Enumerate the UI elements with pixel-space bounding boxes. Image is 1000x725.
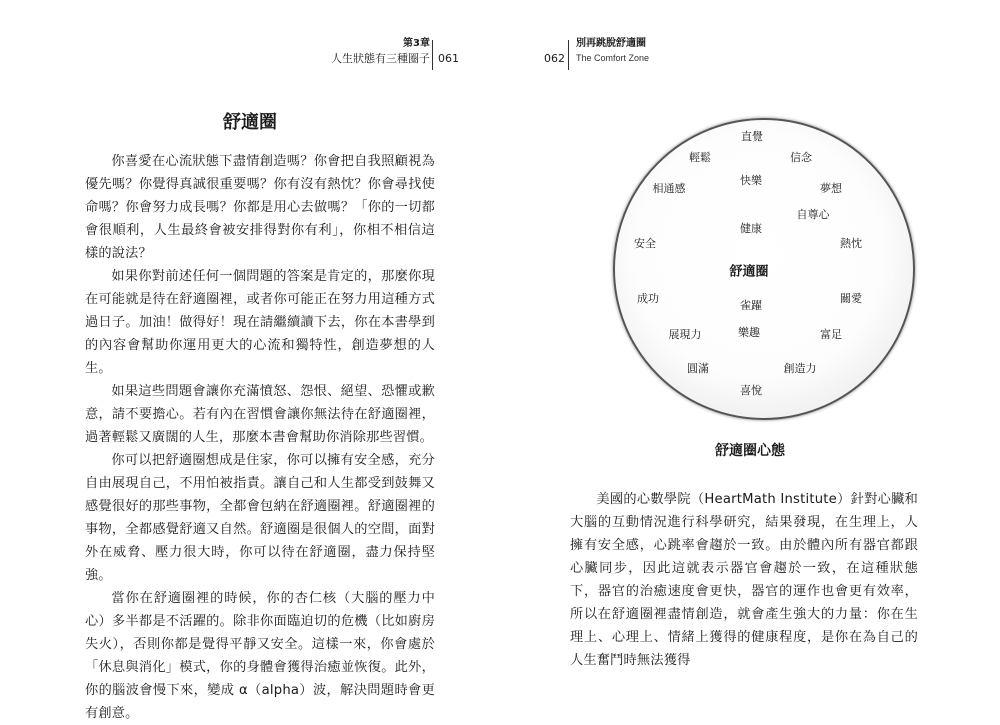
diagram-word: 相通感: [652, 182, 686, 195]
left-page: [0, 0, 500, 721]
comfort-zone-circle: [613, 118, 915, 420]
header-divider-left: [432, 40, 433, 70]
header-divider-right: [568, 40, 569, 70]
diagram-word: 健康: [740, 222, 762, 235]
diagram-word: 創造力: [783, 362, 817, 375]
diagram-word: 展現力: [668, 328, 702, 341]
diagram-word: 信念: [790, 151, 812, 164]
diagram-word: 成功: [637, 292, 659, 305]
running-header-right: [576, 36, 649, 66]
page-number-right: 062: [544, 52, 565, 65]
paragraph: 美國的心數學院（HeartMath Institute）針對心臟和大腦的互動情況進行科學研究，結果發現，在生理上，人擁有安全感，心跳率會趨於一致。由於體內所有器官都跟心臟同步，因此這就表示器官會趨於一致，在這種狀態下，器官的治癒速度會更快，器官的運作也會更有效率，所以在舒適圈裡盡情創造，就會產生強大的力量：你在生理上、心理上、情緒上獲得的健康程度，是你在為自己的人生奮鬥時無法獲得: [570, 492, 918, 668]
chapter-number: 第3章: [403, 38, 430, 49]
paragraph: 你可以把舒適圈想成是住家，你可以擁有安全感，充分自由展現自己，不用怕被指責。讓自己和人生都受到鼓舞又感覺很好的那些事物，全都會包納在舒適圈裡。舒適圈裡的事物，全都感覺舒適又自然。舒適圈是很個人的空間，面對外在威脅、壓力很大時，你可以待在舒適圈，盡力保持堅強。: [85, 453, 435, 583]
diagram-center-label: 舒適圈: [729, 264, 769, 280]
diagram-word: 關愛: [840, 292, 862, 305]
paragraph: 如果這些問題會讓你充滿憤怒、怨恨、絕望、恐懼或歉意，請不要擔心。若有內在習慣會讓你無法待在舒適圈裡，過著輕鬆又廣闊的人生，那麼本書會幫助你消除那些習慣。: [85, 384, 435, 445]
page-number-left: 061: [438, 52, 459, 65]
diagram-word: 夢想: [820, 182, 842, 195]
diagram-word: 安全: [634, 237, 656, 250]
body-text-left: [85, 150, 435, 725]
running-header-left: [331, 36, 430, 66]
diagram-word: 快樂: [740, 174, 762, 187]
right-page: [500, 0, 1000, 709]
paragraph: 你喜愛在心流狀態下盡情創造嗎？你會把自我照顧視為優先嗎？你覺得真誠很重要嗎？你有沒有熱忱？你會尋找使命嗎？你會努力成長嗎？你都是用心去做嗎？「你的一切都會很順利，人生最終會被安排得對你有利」，你相不相信這樣的說法？: [85, 154, 435, 261]
diagram-word: 自尊心: [796, 208, 830, 221]
diagram-word: 輕鬆: [689, 151, 711, 164]
diagram-caption: 舒適圈心態: [715, 443, 785, 459]
diagram-word: 直覺: [741, 130, 763, 143]
paragraph: 如果你對前述任何一個問題的答案是肯定的，那麼你現在可能就是待在舒適圈裡，或者你可能正在努力用這種方式過日子。加油！做得好！現在請繼續讀下去，你在本書學到的內容會幫助你運用更大的心流和獨特性，創造夢想的人生。: [85, 269, 435, 376]
diagram-word: 喜悅: [740, 384, 762, 397]
paragraph: 當你在舒適圈裡的時候，你的杏仁核（大腦的壓力中心）多半都是不活躍的。除非你面臨迫切的危機（比如廚房失火），否則你都是覺得平靜又安全。這樣一來，你會處於「休息與消化」模式，你的身體會獲得治癒並恢復。此外，你的腦波會慢下來，變成 α（alpha）波，解決問題時會更有創意。: [85, 591, 435, 721]
chapter-title: 人生狀態有三種圈子: [331, 52, 430, 65]
diagram-word: 雀躍: [740, 299, 762, 312]
section-title: 舒適圈: [223, 112, 277, 133]
diagram-word: 富足: [820, 328, 842, 341]
diagram-word: 圓滿: [687, 362, 709, 375]
book-title: 別再跳脫舒適圈: [576, 38, 646, 49]
body-text-right: [570, 488, 918, 672]
diagram-word: 熱忱: [840, 237, 862, 250]
diagram-word: 樂趣: [738, 326, 760, 339]
book-subtitle: The Comfort Zone: [576, 53, 650, 63]
